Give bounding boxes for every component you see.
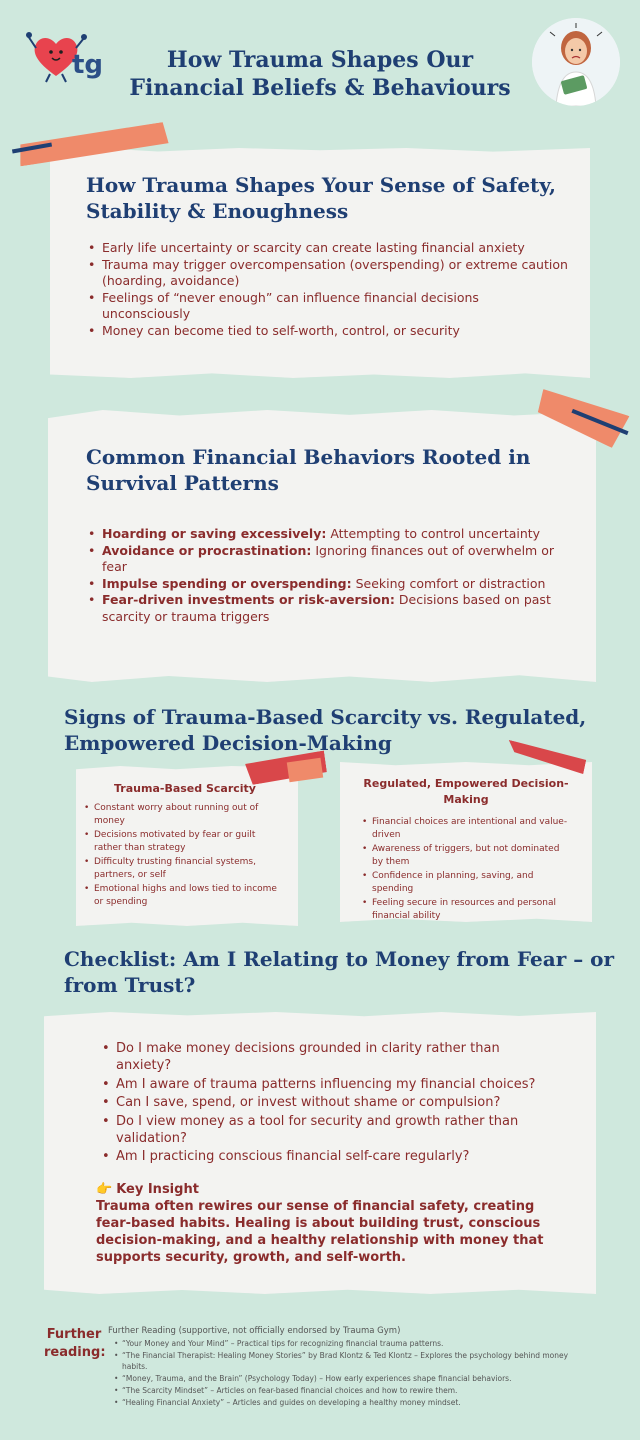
list-item: • Constant worry about running out of money [84, 802, 284, 827]
scarcity-heading: Trauma-Based Scarcity [114, 782, 256, 795]
checklist-item: • Do I make money decisions grounded in clarity rather than anxiety? [102, 1040, 552, 1074]
checklist-item: • Am I practicing conscious financial self-care regularly? [102, 1148, 552, 1165]
woman-with-money-icon [532, 18, 620, 106]
section-heading-checklist: Checklist: Am I Relating to Money from Fear – or from Trust? [64, 947, 615, 997]
list-item-term: Impulse spending or overspending: [102, 575, 352, 591]
key-insight-heading [96, 1182, 199, 1197]
scarcity-list [84, 802, 284, 910]
list-item: • Early life uncertainty or scarcity can create lasting financial anxiety [88, 240, 568, 257]
page-title-line2: Financial Beliefs & Behaviours [129, 75, 511, 101]
page-title-line1: How Trauma Shapes Our [166, 47, 474, 73]
reading-item: • “The Financial Therapist: Healing Money Stories” by Brad Klontz & Ted Klontz – Explores the psychology behind money habits. [114, 1350, 594, 1372]
list-item: • Trauma may trigger overcompensation (overspending) or extreme caution (hoarding, avoidance) [88, 257, 568, 290]
pointing-hand-icon: 👉 [96, 1182, 113, 1197]
list-item: • Money can become tied to self-worth, control, or security [88, 323, 568, 340]
list-item-text: Seeking comfort or distraction [351, 575, 546, 591]
further-reading-intro: Further Reading (supportive, not officially endorsed by Trauma Gym) [108, 1326, 401, 1336]
key-insight-label: Key Insight [116, 1182, 199, 1197]
list-item [88, 576, 568, 593]
logo-text: tg [72, 50, 104, 80]
list-item: • Confidence in planning, saving, and spending [362, 870, 568, 895]
list-item [88, 543, 568, 576]
list-item: • Feeling secure in resources and personal financial ability [362, 897, 568, 922]
list-item: • Difficulty trusting financial systems, partners, or self [84, 856, 284, 881]
further-reading-list [114, 1338, 594, 1409]
list-item-term: Avoidance or procrastination: [102, 542, 312, 558]
further-reading-label: Further reading: [44, 1327, 106, 1360]
list-item-text: Attempting to control uncertainty [326, 526, 541, 541]
list-item-text: Ignoring finances out of overwhelm or fear [102, 542, 554, 574]
regulated-list [362, 816, 568, 924]
page-title [110, 46, 530, 102]
section-heading-signs: Signs of Trauma-Based Scarcity vs. Regulated, Empowered Decision-Making [64, 705, 587, 755]
checklist-item: • Do I view money as a tool for security and growth rather than validation? [102, 1113, 552, 1147]
reading-item: • “The Scarcity Mindset” – Articles on fear-based financial choices and how to rewire them. [114, 1385, 594, 1396]
reading-item: • “Money, Trauma, and the Brain” (Psychology Today) – How early experiences shape financial behaviors. [114, 1373, 594, 1384]
reading-item: • “Healing Financial Anxiety” – Articles and guides on developing a healthy money mindset. [114, 1397, 594, 1408]
list-item-term: Fear-driven investments or risk-aversion: [102, 592, 395, 607]
checklist-item: • Can I save, spend, or invest without shame or compulsion? [102, 1094, 552, 1111]
list-item: • Feelings of “never enough” can influence financial decisions unconsciously [88, 290, 568, 323]
checklist-item: • Am I aware of trauma patterns influencing my financial choices? [102, 1076, 552, 1093]
checklist-list [102, 1040, 552, 1167]
key-insight-body: Trauma often rewires our sense of financial safety, creating fear-based habits. Healing is about building trust, conscious decision-making, and a healthy relationship with money that supports security, growth, and self-worth. [96, 1199, 544, 1265]
list-item [88, 526, 568, 543]
section-heading-behaviors: Common Financial Behaviors Rooted in Survival Patterns [86, 445, 531, 495]
section-heading-safety: How Trauma Shapes Your Sense of Safety, Stability & Enoughness [86, 173, 556, 223]
list-item: • Financial choices are intentional and value-driven [362, 816, 568, 841]
list-item-term: Hoarding or saving excessively: [102, 526, 327, 541]
reading-item: • “Your Money and Your Mind” – Practical tips for recognizing financial trauma patterns. [114, 1338, 594, 1349]
safety-list [88, 240, 568, 339]
behaviors-list [88, 526, 568, 625]
list-item [88, 592, 568, 625]
list-item: • Awareness of triggers, but not dominated by them [362, 843, 568, 868]
regulated-heading: Regulated, Empowered Decision-Making [363, 777, 569, 806]
list-item: • Emotional highs and lows tied to income or spending [84, 883, 284, 908]
list-item-text: Decisions based on past scarcity or trauma triggers [102, 592, 551, 624]
list-item: • Decisions motivated by fear or guilt rather than strategy [84, 829, 284, 854]
tape-decoration [287, 758, 323, 783]
